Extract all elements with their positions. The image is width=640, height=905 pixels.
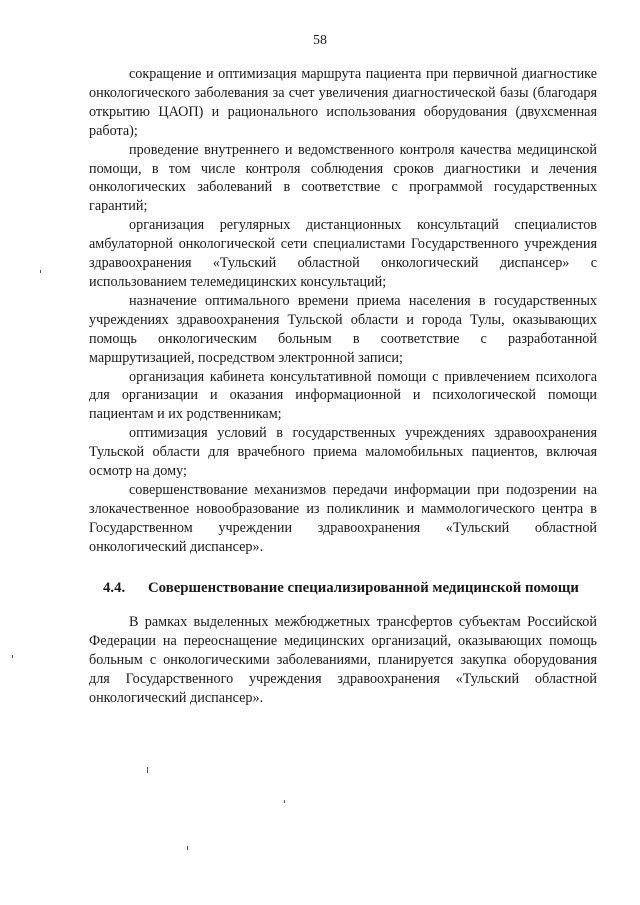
measures-list <box>89 65 597 557</box>
section-heading <box>103 580 603 597</box>
section-body <box>89 613 597 708</box>
section-paragraph: В рамках выделенных межбюджетных трансфертов субъектам Российской Федерации на переоснащение медицинских организаций, оказывающих помощь больным с онкологическими заболеваниями, планируется закупка оборудования для Государственного учреждения здравоохранения «Тульский областной онкологический диспансер». <box>89 614 597 706</box>
list-item: организация кабинета консультативной помощи с привлечением психолога для организации и оказания информационной и психологической помощи пациентам и их родственникам; <box>89 368 597 423</box>
list-item: оптимизация условий в государственных учреждениях здравоохранения Тульской области для врачебного приема маломобильных пациентов, включая осмотр на дому; <box>89 425 597 480</box>
list-item: проведение внутреннего и ведомственного контроля качества медицинской помощи, в том числе контроля соблюдения сроков диагностики и лечения онкологических заболеваний в соответствие с программой государственных гарантий; <box>89 141 597 215</box>
list-item: назначение оптимального времени приема населения в государственных учреждениях здравоохранения Тульской области и города Тулы, оказывающих помощь онкологическим больным в соответствие с разработанной маршрутизацией, посредством электронной записи; <box>89 292 597 366</box>
list-item: организация регулярных дистанционных консультаций специалистов амбулаторной онкологической сети специалистами Государственного учреждения здравоохранения «Тульский областной онкологический диспансер» с использованием телемедицинских консультаций; <box>89 217 597 290</box>
scan-speck <box>12 655 13 658</box>
list-item: совершенствование механизмов передачи информации при подозрении на злокачественное новообразование из поликлиник и маммологического центра в Государственном учреждении здравоохранения «Тульский областной онкологический диспансер». <box>89 481 597 555</box>
scan-speck <box>147 767 148 773</box>
list-item: сокращение и оптимизация маршрута пациента при первичной диагностике онкологического заболевания за счет увеличения диагностической базы (благодаря открытию ЦАОП) и рационального использования оборудования (двухсменная работа); <box>89 66 597 139</box>
section-title: Совершенствование специализированной медицинской помощи <box>148 580 579 596</box>
section-number: 4.4. <box>103 580 126 596</box>
scan-speck <box>40 270 41 273</box>
page-number: 58 <box>313 33 327 48</box>
scan-speck <box>187 846 188 850</box>
scan-speck <box>284 800 285 803</box>
